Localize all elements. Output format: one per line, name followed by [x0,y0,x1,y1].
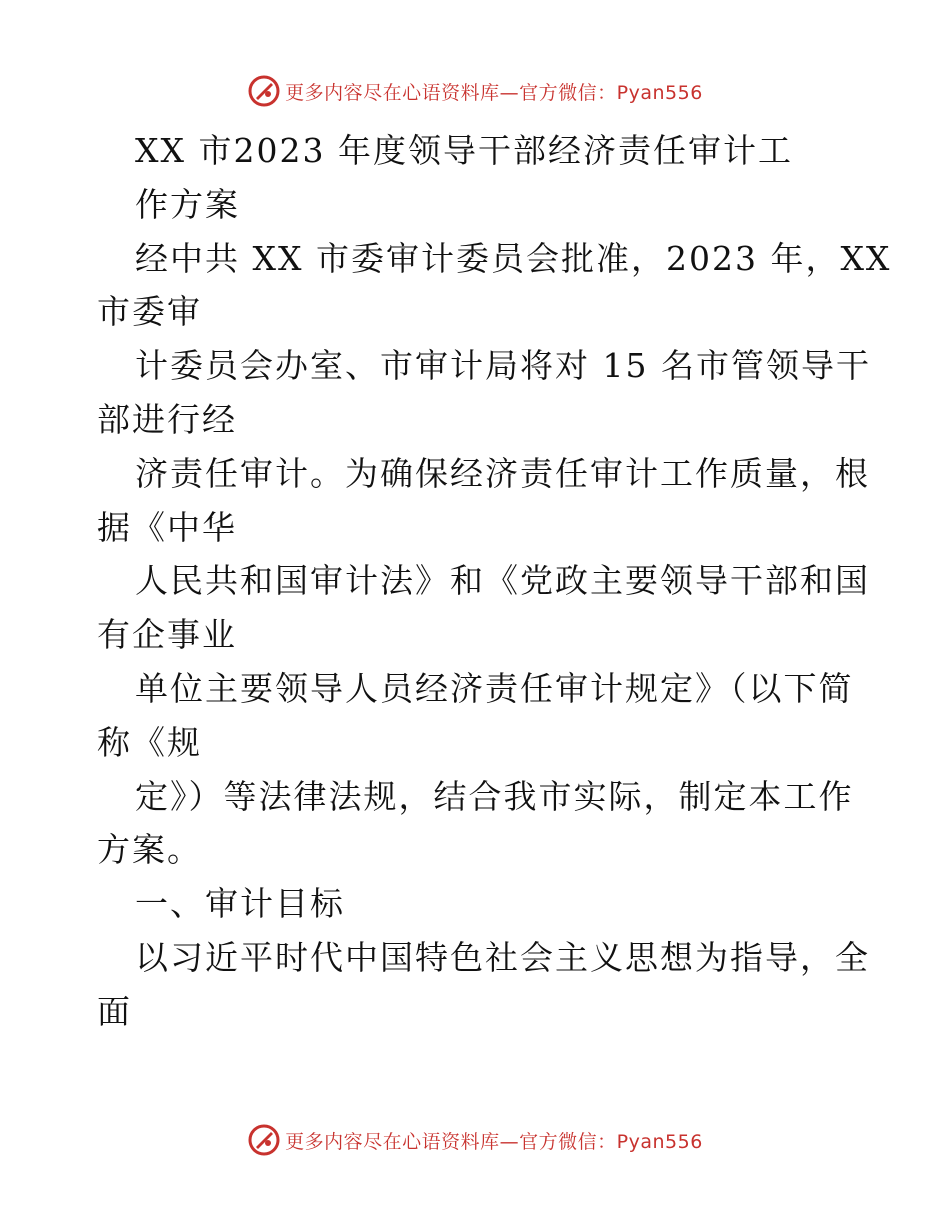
brand-logo-icon [247,74,281,108]
text-line: 单位主要领导人员经济责任审计规定》（以下简 [135,668,854,708]
text-line: 定》）等法律法规，结合我市实际，制定本工作 [135,776,854,816]
watermark-text: 更多内容尽在心语资料库—官方微信：Pyan556 [285,1130,703,1153]
header-watermark [0,71,950,111]
text-line: 据《中华 [97,507,237,547]
text-line: XX 市2023 年度领导干部经济责任审计工 [135,131,793,170]
text-line: 济责任审计。为确保经济责任审计工作质量，根 [135,453,870,493]
text-line: 方案。 [97,830,202,870]
text-line: 计委员会办室、市审计局将对 15 名市管领导干 [135,346,871,386]
text-line: 作方案 [135,184,240,224]
text-line: 市委审 [97,292,202,332]
text-line: 经中共 XX 市委审计委员会批准，2023 年，XX [135,238,892,278]
text-line: 以习近平时代中国特色社会主义思想为指导，全 [135,937,870,977]
text-line: 一、审计目标 [135,884,345,924]
text-line: 称《规 [97,722,202,762]
brand-logo-icon [247,1123,281,1157]
text-line: 面 [97,991,132,1031]
text-line: 人民共和国审计法》和《党政主要领导干部和国 [135,561,870,601]
text-line: 部进行经 [97,399,237,439]
footer-watermark [0,1120,950,1160]
document-body [97,124,892,1039]
text-line: 有企事业 [97,615,237,655]
watermark-text: 更多内容尽在心语资料库—官方微信：Pyan556 [285,81,703,104]
